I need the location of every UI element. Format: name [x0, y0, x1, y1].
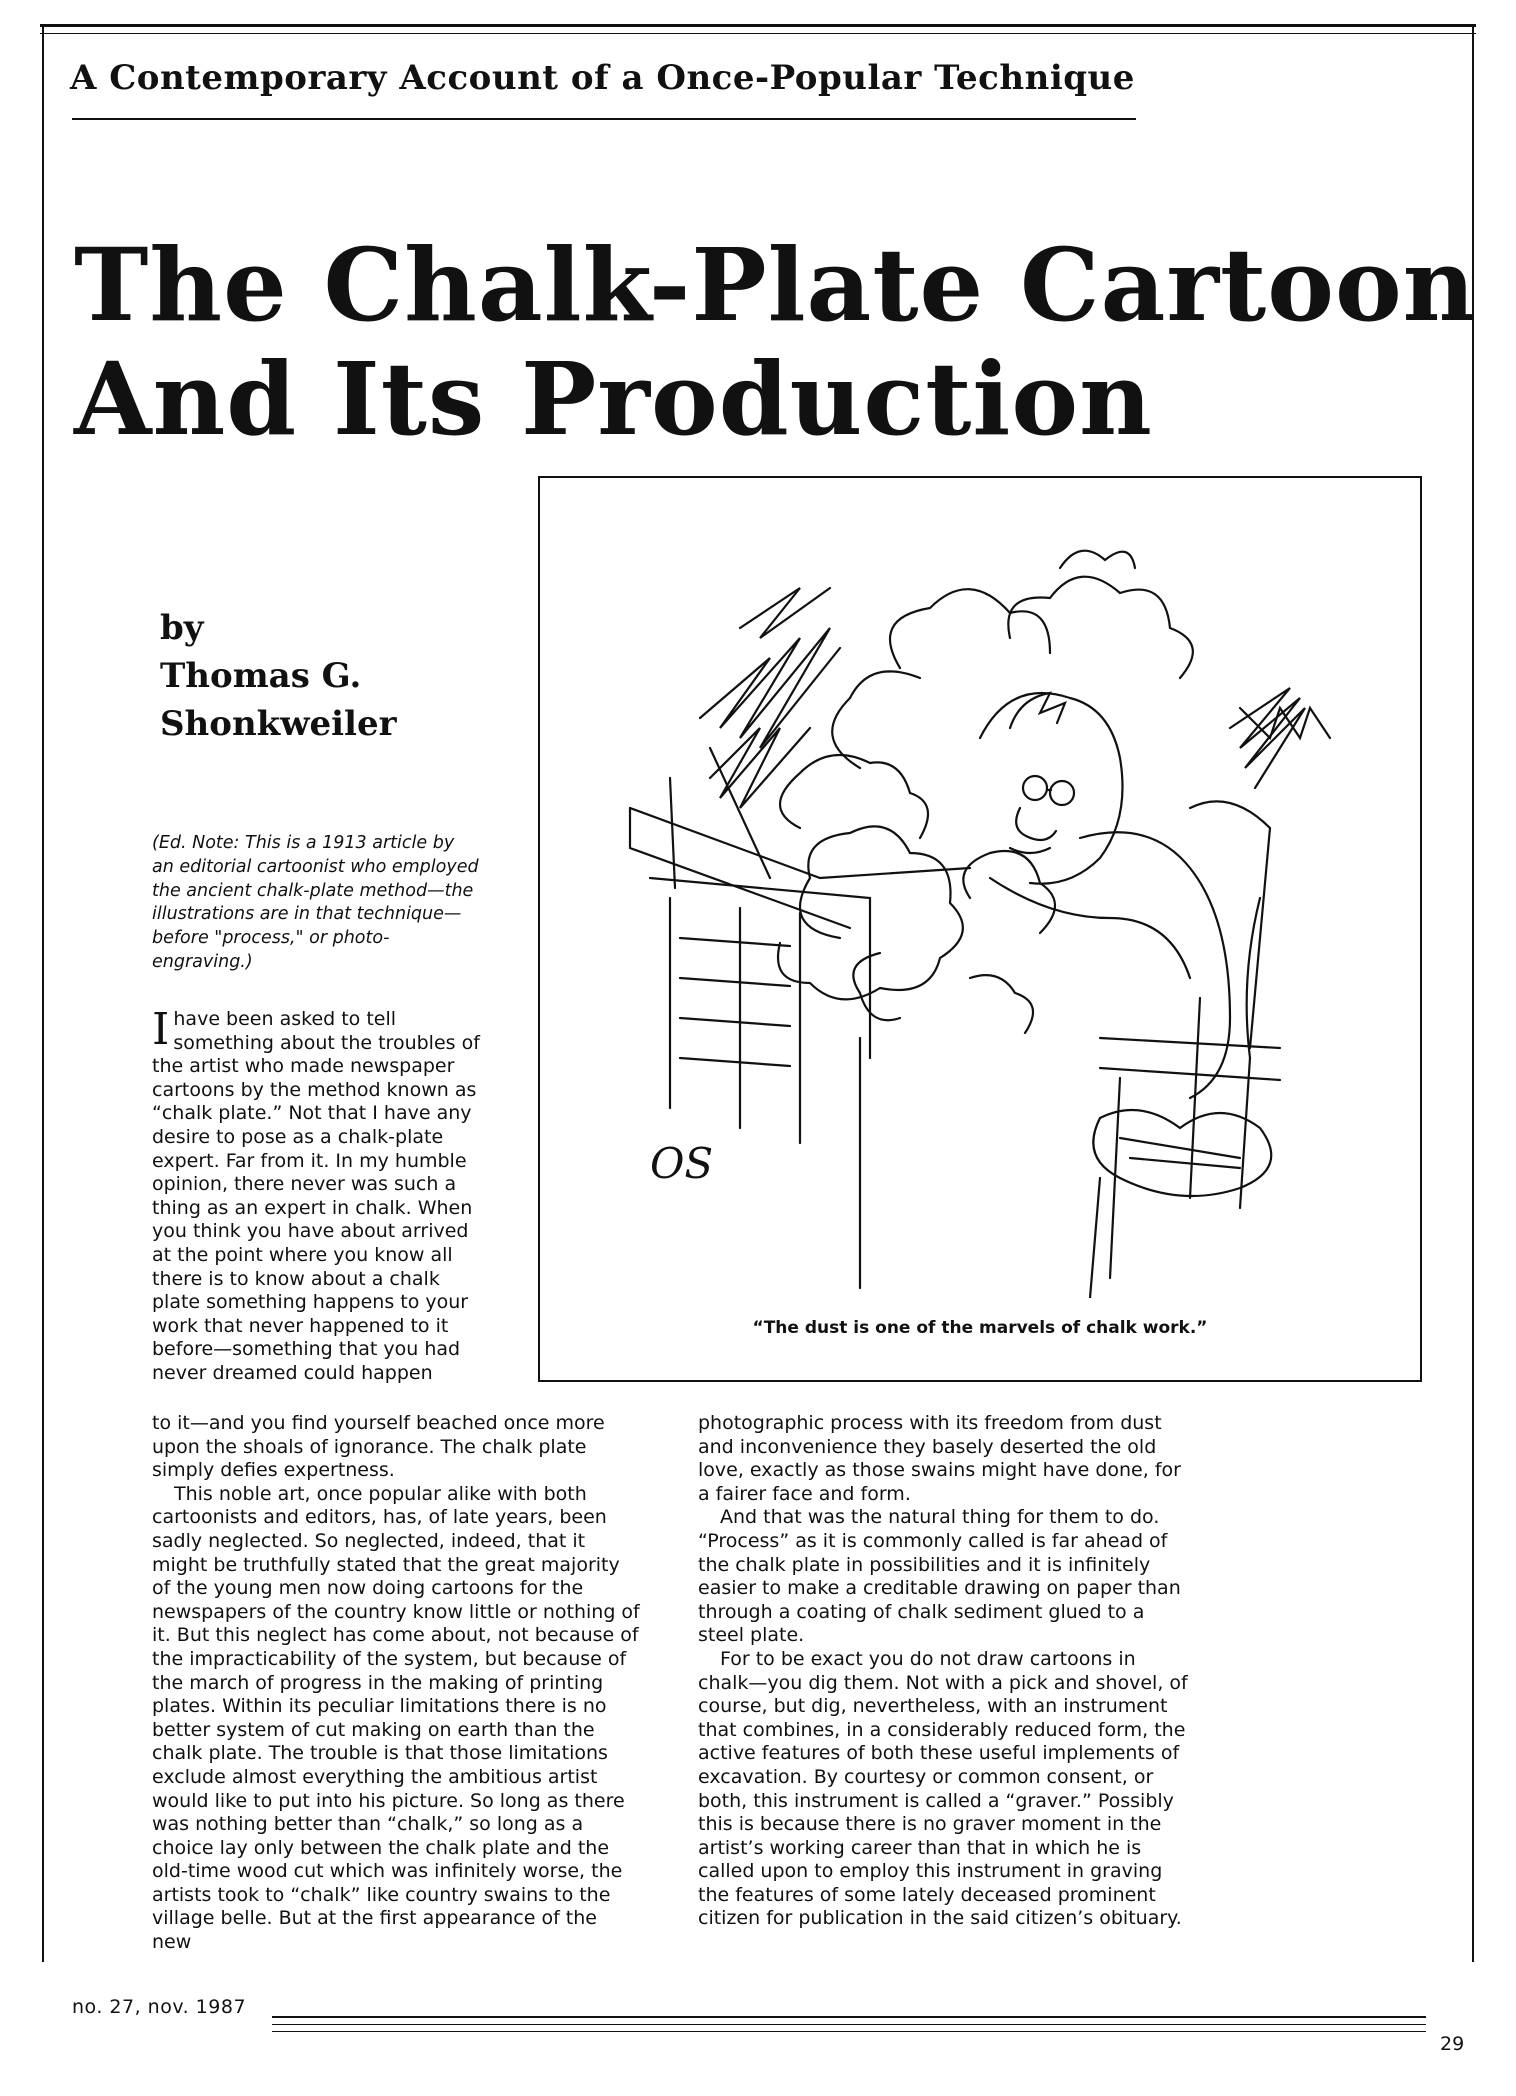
- body-column-narrow: [152, 1004, 482, 1386]
- footer-rule-1: [272, 2016, 1426, 2018]
- issue-info: no. 27, nov. 1987: [72, 1996, 247, 2018]
- page-number: 29: [1440, 2033, 1465, 2055]
- kicker: A Contemporary Account of a Once-Popular Technique: [70, 58, 1135, 98]
- paragraph-3: photographic process with its freedom from dust and inconvenience they basely deserted the old love, exactly as those swains might have done, for a fairer face and form.: [698, 1412, 1181, 1505]
- byline: [160, 604, 397, 748]
- paragraph-1-end: to it—and you find yourself beached once more upon the shoals of ignorance. The chalk plate simply defies expertness.: [152, 1412, 605, 1482]
- footer-rule-2: [272, 2024, 1426, 2025]
- paragraph-2: This noble art, once popular alike with both cartoonists and editors, has, of late years, been sadly neglected. So neglected, indeed, that it might be truthfully stated that the great majority of the young men now doing cartoons for the newspapers of the country know little or nothing of it. But this neglect has come about, not because of the impracticability of the system, but because of the march of progress in the making of printing plates. Within its peculiar limitations there is no better system of cut making on earth than the chalk plate. The trouble is that those limitations exclude almost everything the ambitious artist would like to put into his picture. So long as there was nothing better than “chalk,” so long as a choice lay only between the chalk plate and the old-time wood cut which was infinitely worse, the artists took to “chalk” like country swains to the village belle. But at the first appearance of the new: [152, 1482, 640, 1954]
- headline-line-2: And Its Production: [74, 340, 1153, 458]
- top-rule-inner: [40, 33, 1476, 34]
- figure-caption: “The dust is one of the marvels of chalk work.”: [752, 1318, 1208, 1338]
- author-last-name: Shonkweiler: [160, 704, 397, 744]
- headline: [74, 228, 1476, 456]
- cartoonist-illustration: [540, 478, 1420, 1298]
- body-column-right: [698, 1412, 1188, 1931]
- footer-rule-3: [272, 2031, 1426, 2032]
- drop-cap: I: [152, 1004, 170, 1055]
- body-column-left: [152, 1412, 640, 1955]
- editor-note: (Ed. Note: This is a 1913 article by an editorial cartoonist who employed the ancient chalk-plate method—the illustrations are in that technique—before "process," or photo-engraving.): [152, 833, 479, 972]
- paragraph-4: And that was the natural thing for them to do. “Process” as it is commonly called is far ahead of the chalk plate in possibilities and it is infinitely easier to make a creditable drawing on paper than through a coating of chalk sediment glued to a steel plate.: [698, 1506, 1181, 1647]
- figure-frame: [538, 476, 1422, 1382]
- kicker-underline: [72, 118, 1136, 120]
- headline-line-1: The Chalk-Plate Cartoon: [74, 226, 1477, 344]
- top-rule-outer: [40, 24, 1476, 27]
- byline-by: by: [160, 608, 204, 648]
- paragraph-1-start: have been asked to tell something about the troubles of the artist who made newspaper cartoons by the method known as “chalk plate.” Not that I have any desire to pose as a chalk-plate expert. Far from it. In my humble opinion, there never was such a thing as an expert in chalk. When you think you have about arrived at the point where you know all there is to know about a chalk plate something happens to your work that never happened to it before—something that you had never dreamed could happen: [152, 1008, 480, 1384]
- author-first-name: Thomas G.: [160, 656, 362, 696]
- artist-signature: OS: [650, 1139, 714, 1188]
- left-frame-rule: [42, 24, 44, 1962]
- paragraph-5: For to be exact you do not draw cartoons in chalk—you dig them. Not with a pick and shovel, of course, but dig, nevertheless, with an instrument that combines, in a considerably reduced form, the active features of both these useful implements of excavation. By courtesy or common consent, or both, this instrument is called a “graver.” Possibly this is because there is no graver moment in the artist’s working career than that in which he is called upon to employ this instrument in graving the features of some lately deceased prominent citizen for publication in the said citizen’s obituary.: [698, 1647, 1188, 1930]
